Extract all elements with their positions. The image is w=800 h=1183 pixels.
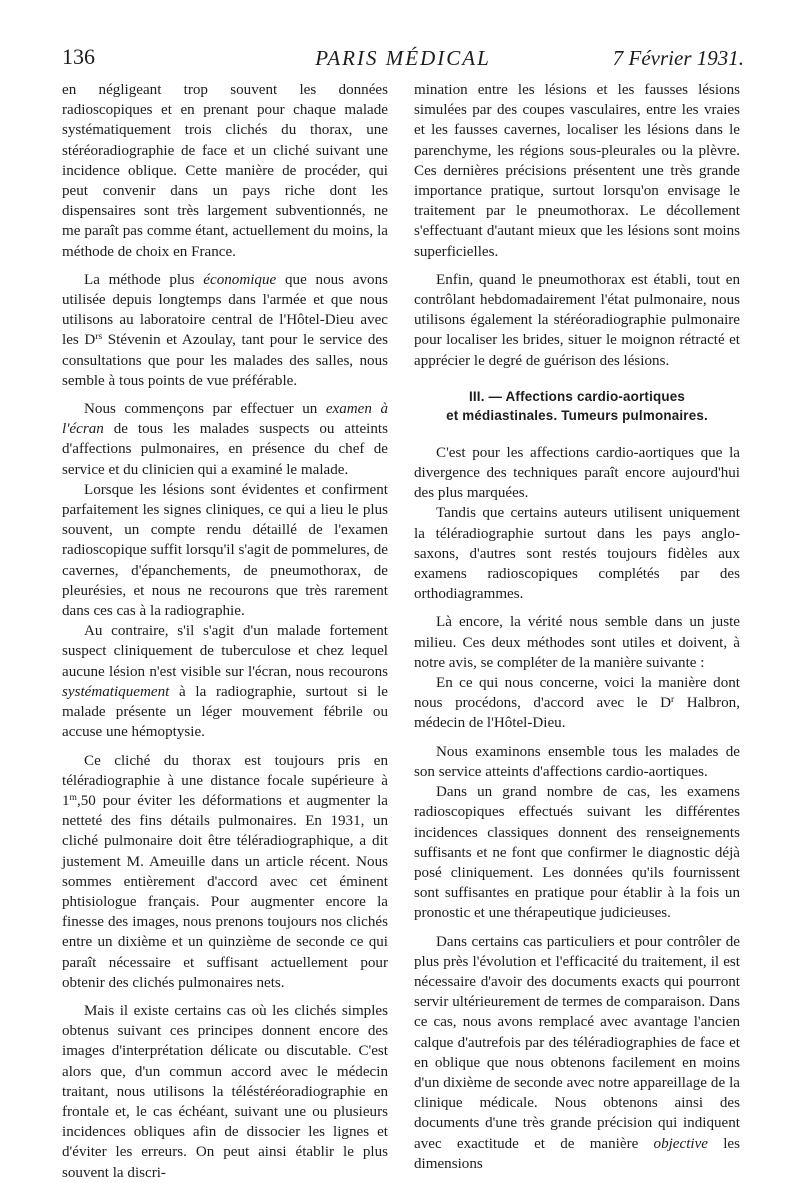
paragraph: Dans un grand nombre de cas, les examens radioscopiques effectués suivant les différentes incidences classiques donnent des renseignements suffisants et ne font que confirmer le diagnostic déjà posé cliniquement. Les données qu'ils fournissent sont suffisantes en pratique pour établir à la fois un pronostic et une thérapeutique judicieuses. [414, 784, 740, 922]
paragraph: En ce qui nous concerne, voici la manière dont nous procédons, d'accord avec le $D^r$ Halbron, médecin de l'Hôtel-Dieu. [414, 675, 740, 732]
paragraph: Nous examinons ensemble tous les malades de son service atteints d'affections cardio-aortiques. [414, 743, 740, 780]
paragraph: C'est pour les affections cardio-aortiques que la divergence des techniques paraît encore aujourd'hui des plus marquées. [414, 444, 740, 502]
paragraph: Mais il existe certains cas où les clichés simples obtenus suivant ces principes donnent encore des images d'interprétation délicate ou discutable. C'est alors que, d'un commun accord avec le médecin traitant, nous utilisons la téléstéréoradiographie en frontale et, le cas échéant, suivant une ou plusieurs incidences obliques afin de dissocier les lignes et d'éviter les erreurs. On peut ainsi établir le plus souvent la discri- [62, 1002, 388, 1181]
paragraph: mination entre les lésions et les fausses lésions simulées par des coupes vasculaires, entre les vraies et les fausses cavernes, localiser les lésions dans le parenchyme, les régions sous-pleurales ou la plèvre. Ces dernières précisions présentent une très grande importance pratique, surtout lorsqu'on envisage le traitement par le pneumothorax. Le décollement s'effectuant d'autant mieux que les lésions sont moins superficielles. [414, 82, 740, 260]
paragraph: en négligeant trop souvent les données radioscopiques et en prenant pour chaque malade systématiquement trois clichés du thorax, une stéréoradiographie de face et un cliché suivant une incidence oblique. Cette manière de procéder, qui peut convenir dans un pays riche dont les dispensaires sont très largement subventionnés, ne me paraît pas comme étant, actuellement du moins, la méthode de choix en France. [62, 82, 388, 260]
left-column [62, 80, 388, 1183]
paragraph: Enfin, quand le pneumothorax est établi, tout en contrôlant hebdomadairement l'état pulmonaire, nous utilisons également la stéréoradiographie pulmonaire pour localiser les brides, situer le moignon rétracté et apprécier le degré de guérison des lésions. [414, 271, 740, 369]
paragraph: Dans certains cas particuliers et pour contrôler de plus près l'évolution et l'efficacité du traitement, il est nécessaire d'avoir des documents exacts qui pourront servir ultérieurement de termes de comparaison. Dans ce cas, nous avons remplacé avec avantage l'ancien calque d'autrefois par des téléradiographies de face et en oblique que nous obtenons facilement en moins d'un dixième de seconde avec notre appareillage de la clinique médicale. Nous obtenons ainsi des documents d'une très grande précision qui indiquent avec exactitude et de manière objective les dimensions [414, 933, 740, 1172]
paragraph: Ce cliché du thorax est toujours pris en téléradiographie à une distance focale supérieure à 1$^m$,50 pour éviter les déformations et augmenter la netteté des fins détails pulmonaires. En 1931, un cliché pulmonaire doit être téléradiographique, a dit justement M. Ameuille dans un article récent. Nous sommes entièrement d'accord avec cet éminent phtisiologue français. Pour augmenter encore la finesse des images, nous prenons toujours nos clichés entre un dixième et un quinzième de seconde ce qui paraît nécessaire et suffisant actuellement pour obtenir des clichés pulmonaires nets. [62, 752, 388, 991]
paragraph: Nous commençons par effectuer un examen à l'écran de tous les malades suspects ou atteints d'affections pulmonaires, en présence du chef de service et du clinicien qui a examiné le malade. [62, 401, 388, 478]
paragraph: Lorsque les lésions sont évidentes et confirment parfaitement les signes cliniques, ce qui a lieu le plus souvent, un compte rendu détaillé de l'examen radioscopique suffit lorsqu'il s'agit de pommelures, de cavernes, d'épanchements, de pneumothorax, de pleurésies, et nous ne recourons que très rarement dans ces cas à la radiographie. [62, 481, 388, 620]
journal-title: PARIS MÉDICAL [315, 46, 491, 70]
section-heading: III. — Affections cardio-aortiques et médiastinales. Tumeurs pulmonaires. [446, 388, 708, 423]
issue-date: 7 Février 1931. [612, 46, 744, 70]
paragraph: La méthode plus économique que nous avons utilisée depuis longtemps dans l'armée et que nous utilisons au laboratoire central de l'Hôtel-Dieu avec les $D^{rs}$ Stévenin et Azoulay, tant pour le service des consultations que pour les malades des salles, nous semble à tous points de vue préférable. [62, 271, 388, 389]
right-column [414, 80, 740, 1174]
paragraph: Au contraire, s'il s'agit d'un malade fortement suspect cliniquement de tuberculose et chez lequel aucune lésion n'est visible sur l'écran, nous recourons systématiquement à la radiographie, surtout si le malade présente un léger mouvement fébrile ou accuse une hémoptysie. [62, 623, 388, 741]
page-header [62, 44, 744, 74]
page-number: 136 [62, 44, 95, 69]
paragraph: Tandis que certains auteurs utilisent uniquement la téléradiographie surtout dans les pays anglo-saxons, d'autres sont restés toujours fidèles aux examens radioscopiques complétés par des orthodiagrammes. [414, 505, 740, 603]
paragraph: Là encore, la vérité nous semble dans un juste milieu. Ces deux méthodes sont utiles et doivent, à notre avis, se compléter de la manière suivante : [414, 614, 740, 671]
